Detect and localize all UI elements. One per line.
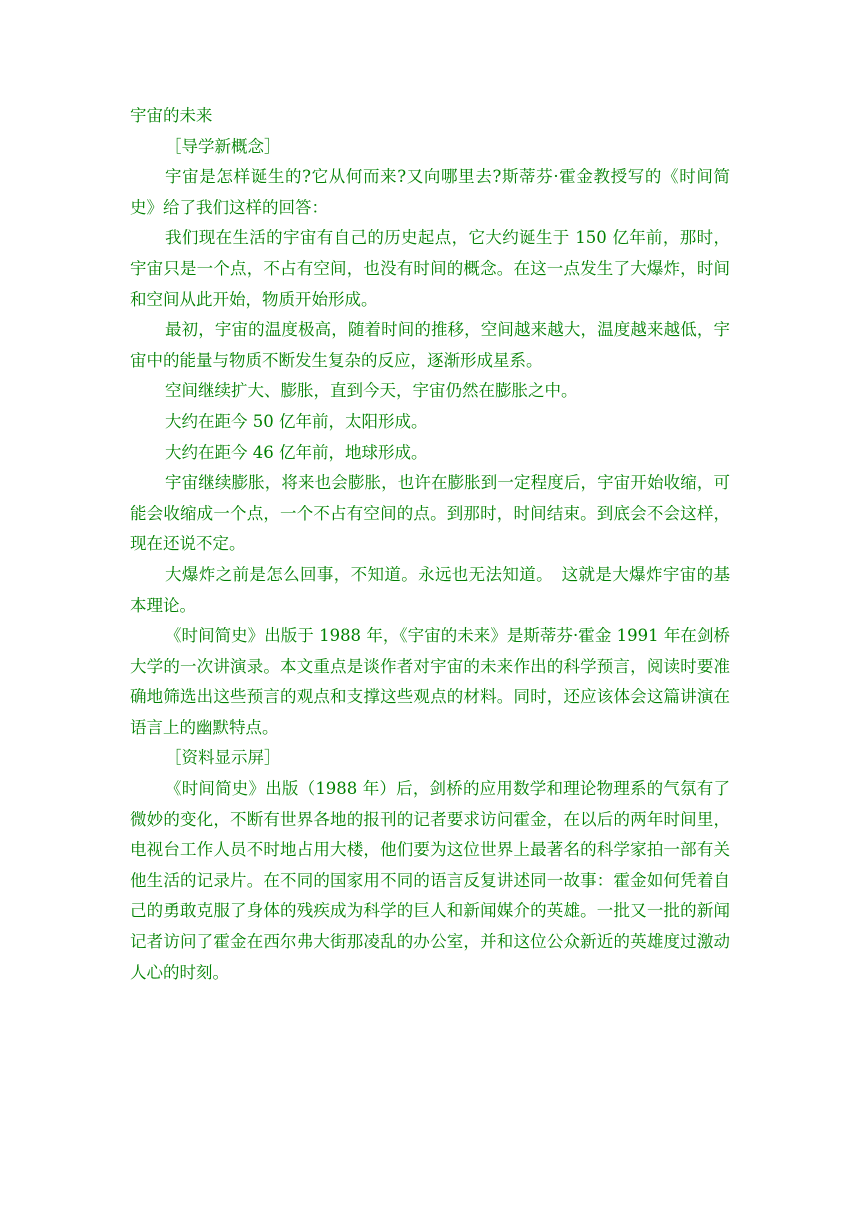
paragraph: 宇宙是怎样诞生的?它从何而来?又向哪里去?斯蒂芬·霍金教授写的《时间简史》给了我们这样的回答： <box>130 167 730 217</box>
document-title: 宇宙的未来 <box>130 106 213 125</box>
paragraph: 宇宙继续膨胀，将来也会膨胀，也许在膨胀到一定程度后，宇宙开始收缩，可能会收缩成一个点，一个不占有空间的点。到那时，时间结束。到底会不会这样，现在还说不定。 <box>130 473 730 554</box>
paragraph: 《时间简史》出版于 1988 年，《宇宙的未来》是斯蒂芬·霍金 1991 年在剑桥大学的一次讲演录。本文重点是谈作者对宇宙的未来作出的科学预言，阅读时要准确地筛选出这些预言的观点和支撑这些观点的材料。同时，还应该体会这篇讲演在语言上的幽默特点。 <box>130 626 730 737</box>
paragraph: 我们现在生活的宇宙有自己的历史起点，它大约诞生于 150 亿年前，那时，宇宙只是一个点，不占有空间，也没有时间的概念。在这一点发生了大爆炸，时间和空间从此开始，物质开始形成。 <box>130 228 730 309</box>
paragraph: 大约在距今 46 亿年前，地球形成。 <box>165 442 428 462</box>
paragraph: 大爆炸之前是怎么回事，不知道。永远也无法知道。 这就是大爆炸宇宙的基本理论。 <box>130 564 730 615</box>
document-page <box>130 101 730 988</box>
paragraph: 最初，宇宙的温度极高，随着时间的推移，空间越来越大，温度越来越低，宇宙中的能量与物质不断发生复杂的反应，逐渐形成星系。 <box>130 320 730 370</box>
paragraph: 《时间简史》出版（1988 年）后，剑桥的应用数学和理论物理系的气氛有了微妙的变化，不断有世界各地的报刊的记者要求访问霍金，在以后的两年时间里，电视台工作人员不时地占用大楼，他们要为这位世界上最著名的科学家拍一部有关他生活的记录片。在不同的国家用不同的语言反复讲述同一故事：霍金如何凭着自己的勇敢克服了身体的残疾成为科学的巨人和新闻媒介的英雄。一批又一批的新闻记者访问了霍金在西尔弗大街那凌乱的办公室，并和这位公众新近的英雄度过激动人心的时刻。 <box>130 779 730 982</box>
section-heading-materials: ［资料显示屏］ <box>165 748 281 768</box>
section-heading-guide: ［导学新概念］ <box>165 136 281 156</box>
paragraph: 大约在距今 50 亿年前，太阳形成。 <box>165 411 428 431</box>
paragraph: 空间继续扩大、膨胀，直到今天，宇宙仍然在膨胀之中。 <box>165 381 578 401</box>
